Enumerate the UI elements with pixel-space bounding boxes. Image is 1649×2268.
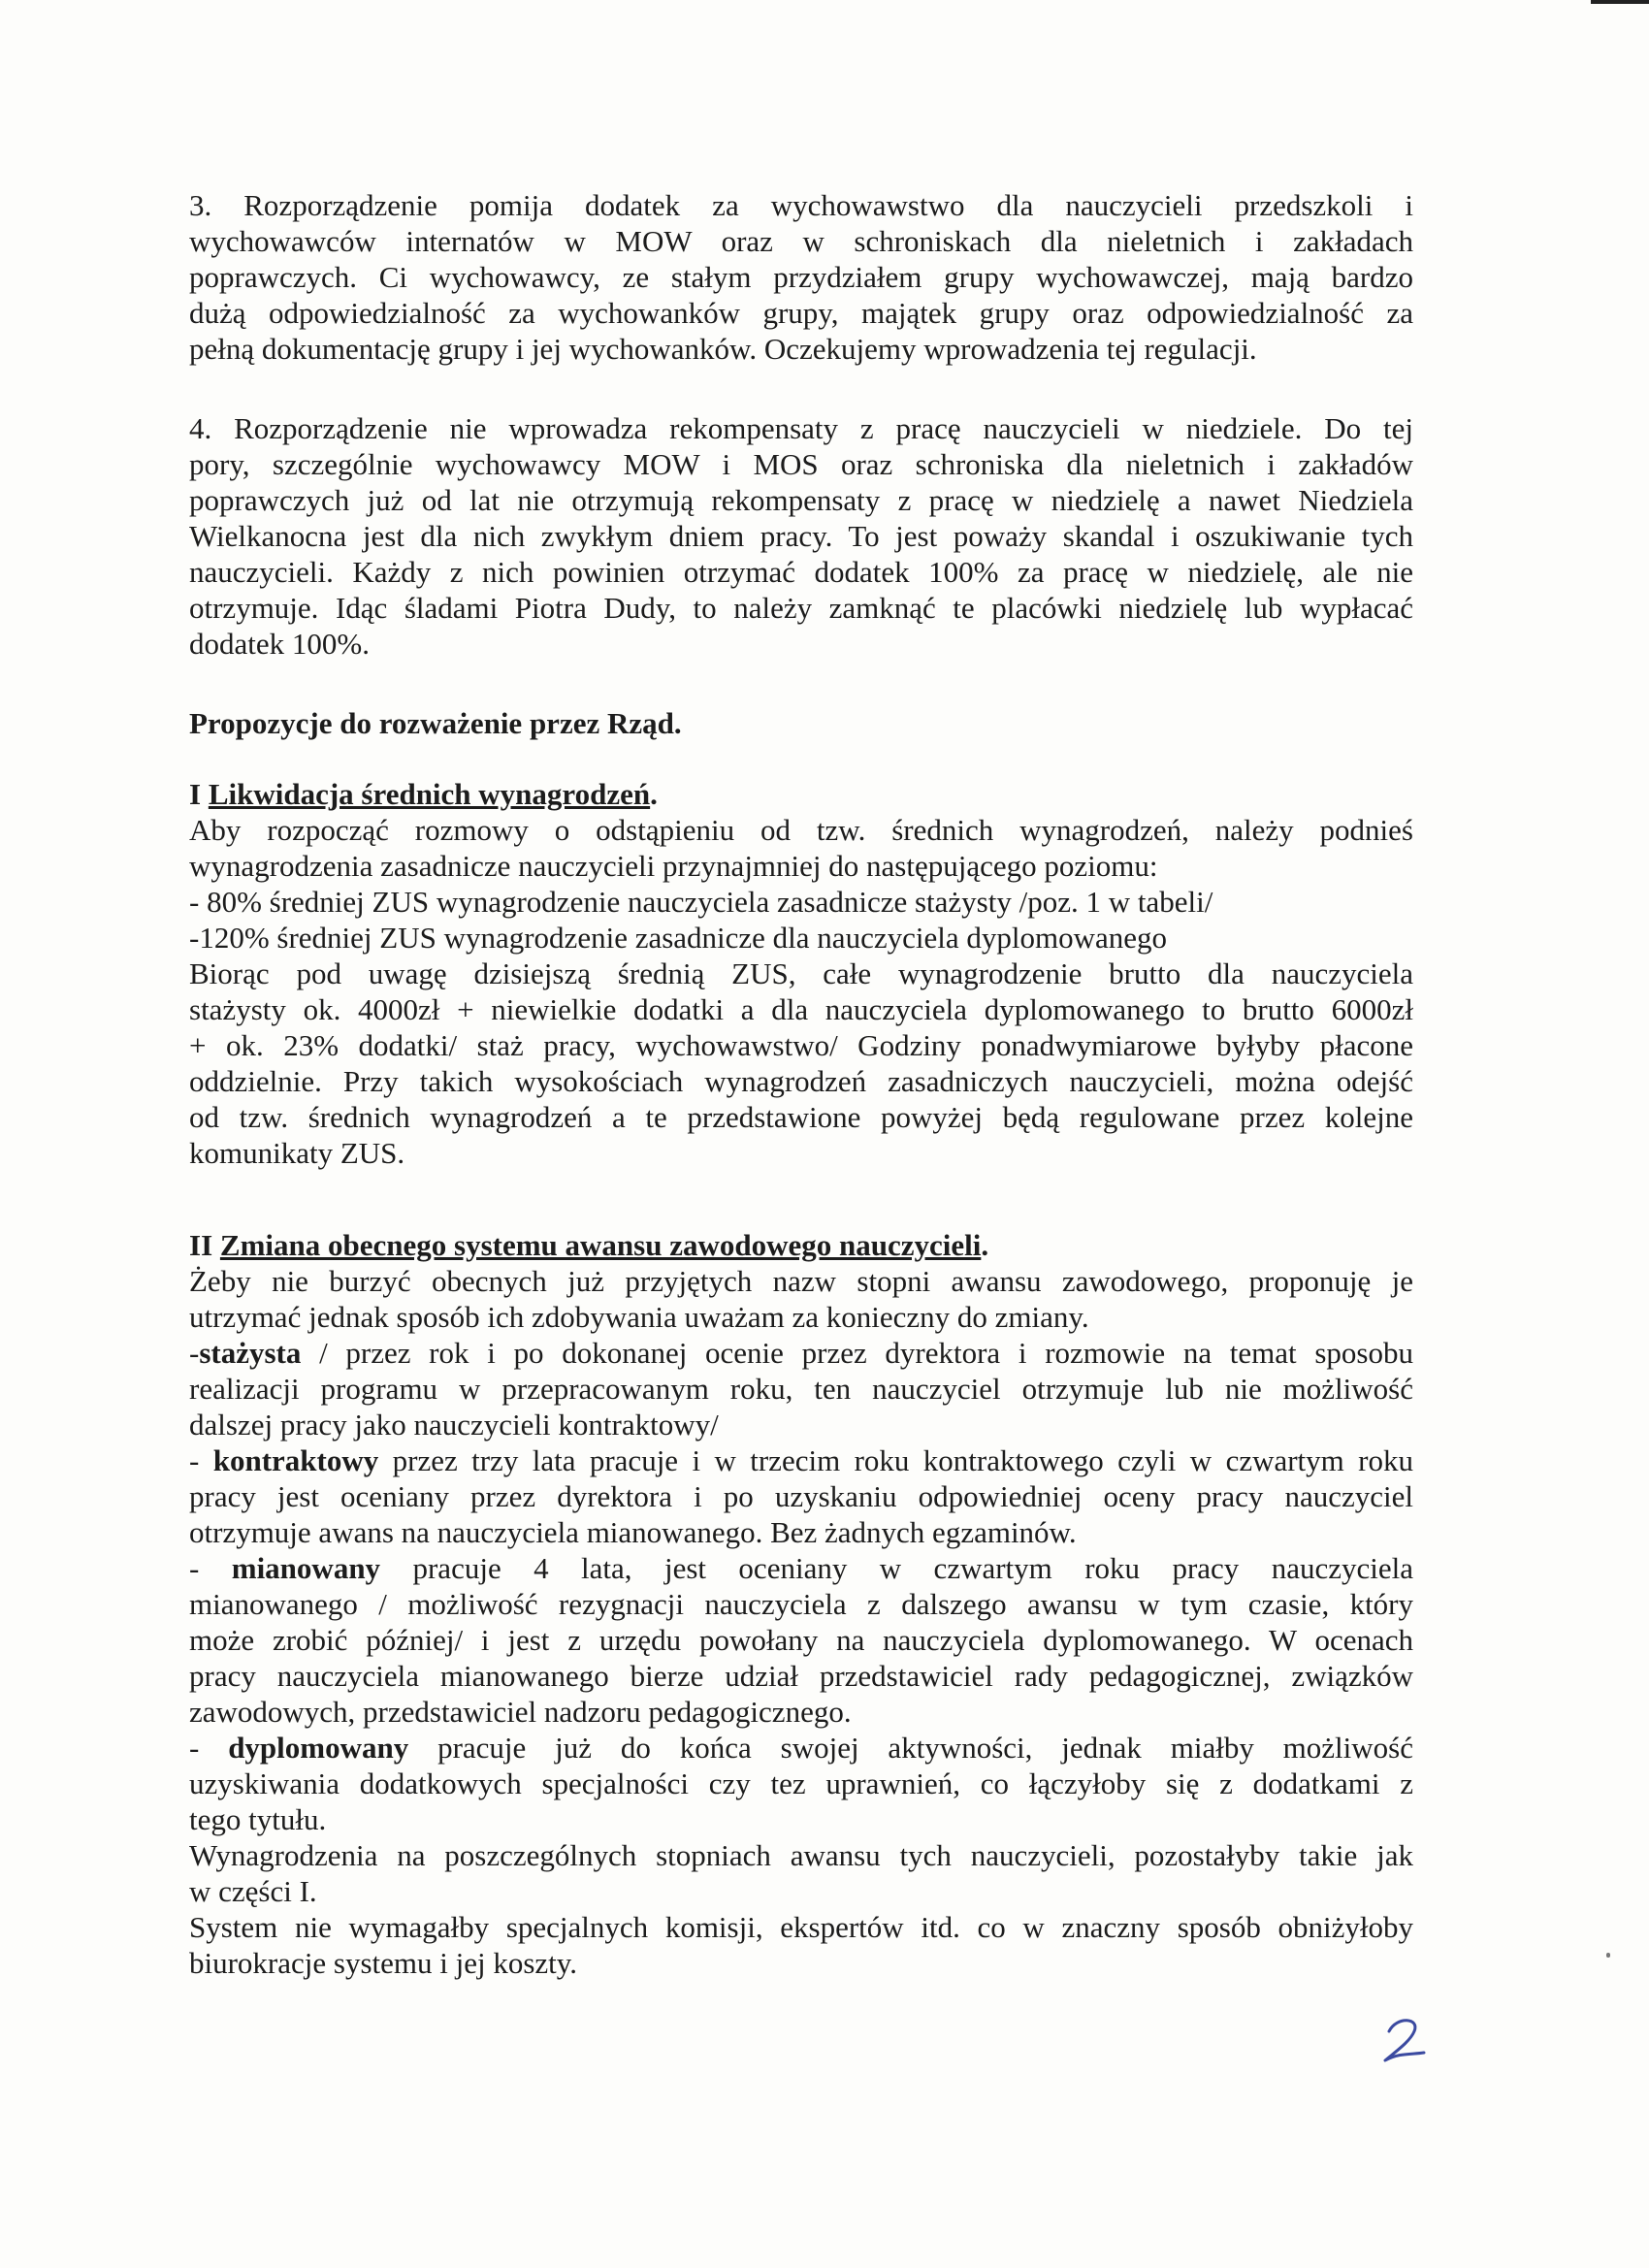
part-1-heading-period: .: [650, 777, 658, 811]
part-2-section: [189, 1227, 1413, 1981]
text-line: komunikaty ZUS.: [189, 1136, 405, 1170]
text-line: od tzw. średnich wynagrodzeń a te przedstawione powyżej będą regulowane przez kolejne: [189, 1100, 1413, 1134]
text-line: Wielkanocna jest dla nich zwykłym dniem pracy. To jest poważy skandal i oszukiwanie tych: [189, 519, 1413, 553]
text-line: dodatek 100%.: [189, 627, 370, 661]
text-line: Wynagrodzenia na poszczególnych stopniach awansu tych nauczycieli, pozostałyby takie jak: [189, 1838, 1413, 1872]
kontraktowy-text: przez trzy lata pracuje i w trzecim roku kontraktowego czyli w czwartym roku: [378, 1443, 1413, 1477]
text-line: uzyskiwania dodatkowych specjalności czy tez uprawnień, co łączyłoby się z dodatkami z: [189, 1766, 1413, 1800]
text-line: 4. Rozporządzenie nie wprowadza rekompensaty z pracę nauczycieli w niedziele. Do tej: [189, 411, 1413, 445]
dyplomowany-line: [189, 1730, 1413, 1766]
part-2-heading: [189, 1227, 1413, 1263]
text-line: może zrobić później/ i jest z urzędu powołany na nauczyciela dyplomowanego. W ocenach: [189, 1623, 1413, 1657]
part-2-heading-period: .: [981, 1228, 989, 1262]
part-1-heading: [189, 776, 1413, 812]
text-line: System nie wymagałby specjalnych komisji, ekspertów itd. co w znaczny sposób obniżyłoby: [189, 1910, 1413, 1944]
proposals-heading: Propozycje do rozważenie przez Rząd.: [189, 706, 682, 740]
text-line: wychowawców internatów w MOW oraz w schroniskach dla nieletnich i zakładach: [189, 224, 1413, 258]
text-line: otrzymuje awans na nauczyciela mianowanego. Bez żadnych egzaminów.: [189, 1515, 1077, 1549]
text-line: dalszej pracy jako nauczycieli kontraktowy/: [189, 1408, 719, 1442]
part-1-heading-title: Likwidacja średnich wynagrodzeń: [208, 777, 651, 811]
text-line: Żeby nie burzyć obecnych już przyjętych nazw stopni awansu zawodowego, proponuję je: [189, 1264, 1413, 1298]
text-line: zawodowych, przedstawiciel nadzoru pedagogicznego.: [189, 1695, 852, 1729]
text-line: biurokracje systemu i jej koszty.: [189, 1946, 578, 1980]
text-line: 3. Rozporządzenie pomija dodatek za wychowawstwo dla nauczycieli przedszkoli i: [189, 188, 1413, 222]
stazysta-line: [189, 1335, 1413, 1371]
dyplomowany-term: dyplomowany: [228, 1731, 409, 1765]
stazysta-dash: -: [189, 1336, 200, 1370]
mianowany-dash: -: [189, 1551, 232, 1585]
kontraktowy-term: kontraktowy: [212, 1443, 379, 1477]
text-line: stażysty ok. 4000zł + niewielkie dodatki a dla nauczyciela dyplomowanego to brutto 6000zł: [189, 992, 1413, 1026]
handwritten-page-number: [1375, 2010, 1434, 2068]
text-line: Aby rozpocząć rozmowy o odstąpieniu od tzw. średnich wynagrodzeń, należy podnieś: [189, 813, 1413, 847]
text-line: w części I.: [189, 1874, 317, 1908]
text-line: -120% średniej ZUS wynagrodzenie zasadnicze dla nauczyciela dyplomowanego: [189, 921, 1167, 955]
text-line: tego tytułu.: [189, 1802, 327, 1836]
paragraph-section-3: [189, 187, 1413, 367]
proposals-heading-block: [189, 705, 1413, 741]
text-line: otrzymuje. Idąc śladami Piotra Dudy, to należy zamknąć te placówki niedzielę lub wypłacać: [189, 591, 1413, 625]
paragraph-section-4: [189, 410, 1413, 662]
mianowany-text: pracuje 4 lata, jest oceniany w czwartym roku pracy nauczyciela: [380, 1551, 1413, 1585]
part-2-heading-numeral: II: [189, 1228, 220, 1262]
stazysta-text: / przez rok i po dokonanej ocenie przez dyrektora i rozmowie na temat sposobu: [301, 1336, 1413, 1370]
text-line: pełną dokumentację grupy i jej wychowanków. Oczekujemy wprowadzenia tej regulacji.: [189, 332, 1257, 366]
dyplomowany-text: pracuje już do końca swojej aktywności, jednak miałby możliwość: [408, 1731, 1413, 1765]
text-line: pracy jest oceniany przez dyrektora i po uzyskaniu odpowiedniej oceny pracy nauczyciel: [189, 1479, 1413, 1513]
stazysta-term: stażysta: [199, 1336, 302, 1370]
text-line: utrzymać jednak sposób ich zdobywania uważam za konieczny do zmiany.: [189, 1300, 1089, 1334]
mianowany-term: mianowany: [231, 1551, 381, 1585]
text-line: dużą odpowiedzialność za wychowanków grupy, majątek grupy oraz odpowiedzialność za: [189, 296, 1413, 330]
text-line: poprawczych już od lat nie otrzymują rekompensaty z pracę w niedzielę a nawet Niedziela: [189, 483, 1413, 517]
part-1-heading-numeral: I: [189, 777, 209, 811]
scan-edge-mark: [1591, 0, 1649, 4]
kontraktowy-line: [189, 1442, 1413, 1478]
kontraktowy-dash: -: [189, 1443, 213, 1477]
text-line: realizacji programu w przepracowanym roku, ten nauczyciel otrzymuje lub nie możliwość: [189, 1372, 1413, 1406]
text-line: wynagrodzenia zasadnicze nauczycieli przynajmniej do następującego poziomu:: [189, 849, 1158, 883]
mianowany-line: [189, 1550, 1413, 1586]
text-line: mianowanego / możliwość rezygnacji nauczyciela z dalszego awansu w tym czasie, który: [189, 1587, 1413, 1621]
part-1-section: [189, 776, 1413, 1171]
text-line: + ok. 23% dodatki/ staż pracy, wychowawstwo/ Godziny ponadwymiarowe byłyby płacone: [189, 1028, 1413, 1062]
text-line: - 80% średniej ZUS wynagrodzenie nauczyciela zasadnicze stażysty /poz. 1 w tabeli/: [189, 885, 1213, 919]
text-line: Biorąc pod uwagę dzisiejszą średnią ZUS, całe wynagrodzenie brutto dla nauczyciela: [189, 956, 1413, 990]
text-line: nauczycieli. Każdy z nich powinien otrzymać dodatek 100% za pracę w niedzielę, ale nie: [189, 555, 1413, 589]
text-line: pracy nauczyciela mianowanego bierze udział przedstawiciel rady pedagogicznej, związków: [189, 1659, 1413, 1693]
scan-speck: [1606, 1953, 1610, 1958]
text-line: poprawczych. Ci wychowawcy, ze stałym przydziałem grupy wychowawczej, mają bardzo: [189, 260, 1413, 294]
part-2-heading-title: Zmiana obecnego systemu awansu zawodowego nauczycieli: [219, 1228, 982, 1262]
text-line: oddzielnie. Przy takich wysokościach wynagrodzeń zasadniczych nauczycieli, można odejść: [189, 1064, 1413, 1098]
dyplomowany-dash: -: [189, 1731, 229, 1765]
text-line: pory, szczególnie wychowawcy MOW i MOS oraz schroniska dla nieletnich i zakładów: [189, 447, 1413, 481]
